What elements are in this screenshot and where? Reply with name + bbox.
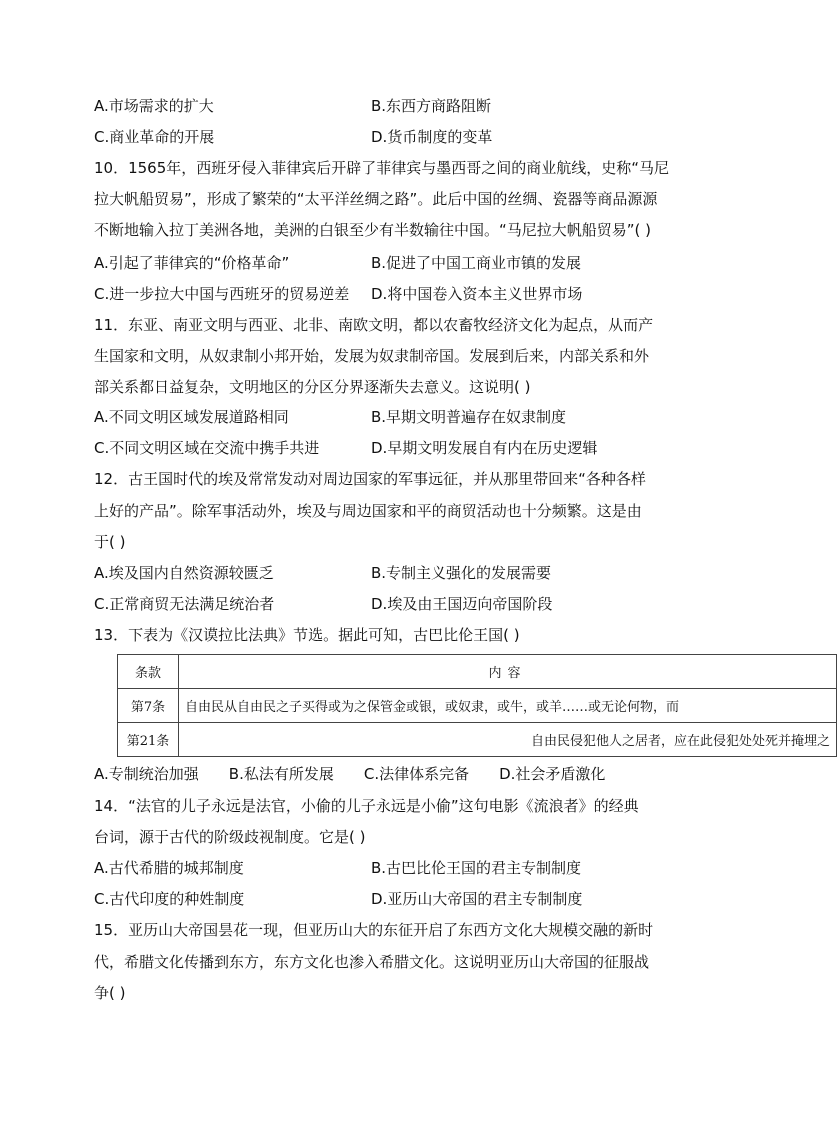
q12-stem-line-1: 12．古王国时代的埃及常常发动对周边国家的军事远征，并从那里带回来“各种各样 [94,470,646,488]
q14-stem-line-2: 台词，源于古代的阶级歧视制度。它是( ) [94,828,366,846]
table-row [118,723,837,757]
q11-stem-line-1: 11．东亚、南亚文明与西亚、北非、南欧文明，都以农畜牧经济文化为起点，从而产 [94,316,654,334]
q14-option-a: A.古代希腊的城邦制度 [94,859,244,877]
q9-option-c: C.商业革命的开展 [94,128,215,146]
q10-options-row-2 [94,284,734,304]
q11-options-row-1 [94,407,734,427]
q11-option-b: B.早期文明普遍存在奴隶制度 [371,408,567,426]
q13-stem: 13．下表为《汉谟拉比法典》节选。据此可知，古巴比伦王国( ) [94,626,520,644]
code-excerpt-table-wrap [117,654,830,764]
q12-option-d: D.埃及由王国迈向帝国阶段 [371,595,553,613]
q12-stem-line-2: 上好的产品”。除军事活动外，埃及与周边国家和平的商贸活动也十分频繁。这是由 [94,502,642,520]
q12-option-b: B.专制主义强化的发展需要 [371,564,552,582]
q13-option-d: D.社会矛盾激化 [499,765,606,783]
q10-stem-line-2: 拉大帆船贸易”，形成了繁荣的“太平洋丝绸之路”。此后中国的丝绸、瓷器等商品源源 [94,190,658,208]
table-cell-content: 自由民从自由民之子买得或为之保管金或银，或奴隶，或牛，或羊……或无论何物，而 [179,689,837,723]
table-header-clause: 条款 [118,655,179,689]
q10-stem-line-1: 10．1565年，西班牙侵入菲律宾后开辟了菲律宾与墨西哥之间的商业航线，史称“马尼 [94,159,670,177]
q9-option-d: D.货币制度的变革 [371,128,493,146]
q11-option-a: A.不同文明区域发展道路相同 [94,408,289,426]
q13-option-a: A.专制统治加强 [94,765,199,783]
q11-option-c: C.不同文明区域在交流中携手共进 [94,439,320,457]
q15-stem-line-2: 代，希腊文化传播到东方，东方文化也渗入希腊文化。这说明亚历山大帝国的征服战 [94,953,650,971]
table-header-content: 内容 [179,655,837,689]
q12-options-row-2 [94,594,734,614]
q15-stem-line-1: 15．亚历山大帝国昙花一现，但亚历山大的东征开启了东西方文化大规模交融的新时 [94,921,654,939]
q13-option-c: C.法律体系完备 [363,765,470,783]
q14-stem-line-1: 14．“法官的儿子永远是法官，小偷的儿子永远是小偷”这句电影《流浪者》的经典 [94,797,639,815]
q14-options-row-1 [94,858,734,878]
q14-options-row-2 [94,889,734,909]
q11-stem-line-2: 生国家和文明，从奴隶制小邦开始，发展为奴隶制帝国。发展到后来，内部关系和外 [94,347,650,365]
table-header-row [118,655,837,689]
q12-option-c: C.正常商贸无法满足统治者 [94,595,275,613]
q10-option-d: D.将中国卷入资本主义世界市场 [371,285,583,303]
q15-stem-line-3: 争( ) [94,984,126,1002]
table-row [118,689,837,723]
q9-option-b: B.东西方商路阻断 [371,97,492,115]
q14-option-c: C.古代印度的种姓制度 [94,890,245,908]
code-excerpt-table [117,654,837,757]
q12-options-row-1 [94,563,734,583]
q14-option-d: D.亚历山大帝国的君主专制制度 [371,890,583,908]
table-cell-clause: 第7条 [118,689,179,723]
table-cell-clause: 第21条 [118,723,179,757]
q11-option-d: D.早期文明发展自有内在历史逻辑 [371,439,598,457]
q12-option-a: A.埃及国内自然资源较匮乏 [94,564,274,582]
q14-option-b: B.古巴比伦王国的君主专制制度 [371,859,582,877]
q13-option-b: B.私法有所发展 [228,765,334,783]
q12-stem-line-3: 于( ) [94,533,126,551]
q11-stem-line-3: 部关系都日益复杂，文明地区的分区分界逐渐失去意义。这说明( ) [94,378,531,396]
q10-option-b: B.促进了中国工商业市镇的发展 [371,254,582,272]
q9-options-row-2 [94,127,734,147]
q10-option-c: C.进一步拉大中国与西班牙的贸易逆差 [94,285,350,303]
q10-options-row-1 [94,253,734,273]
q9-option-a: A.市场需求的扩大 [94,97,214,115]
q11-options-row-2 [94,438,734,458]
q9-options-row-1 [94,96,734,116]
table-cell-content: 自由民侵犯他人之居者，应在此侵犯处处死并掩埋之 [179,723,837,757]
q10-stem-line-3: 不断地输入拉丁美洲各地，美洲的白银至少有半数输往中国。“马尼拉大帆船贸易”( ) [94,221,652,239]
q13-options-row [94,764,635,784]
q10-option-a: A.引起了菲律宾的“价格革命” [94,254,290,272]
